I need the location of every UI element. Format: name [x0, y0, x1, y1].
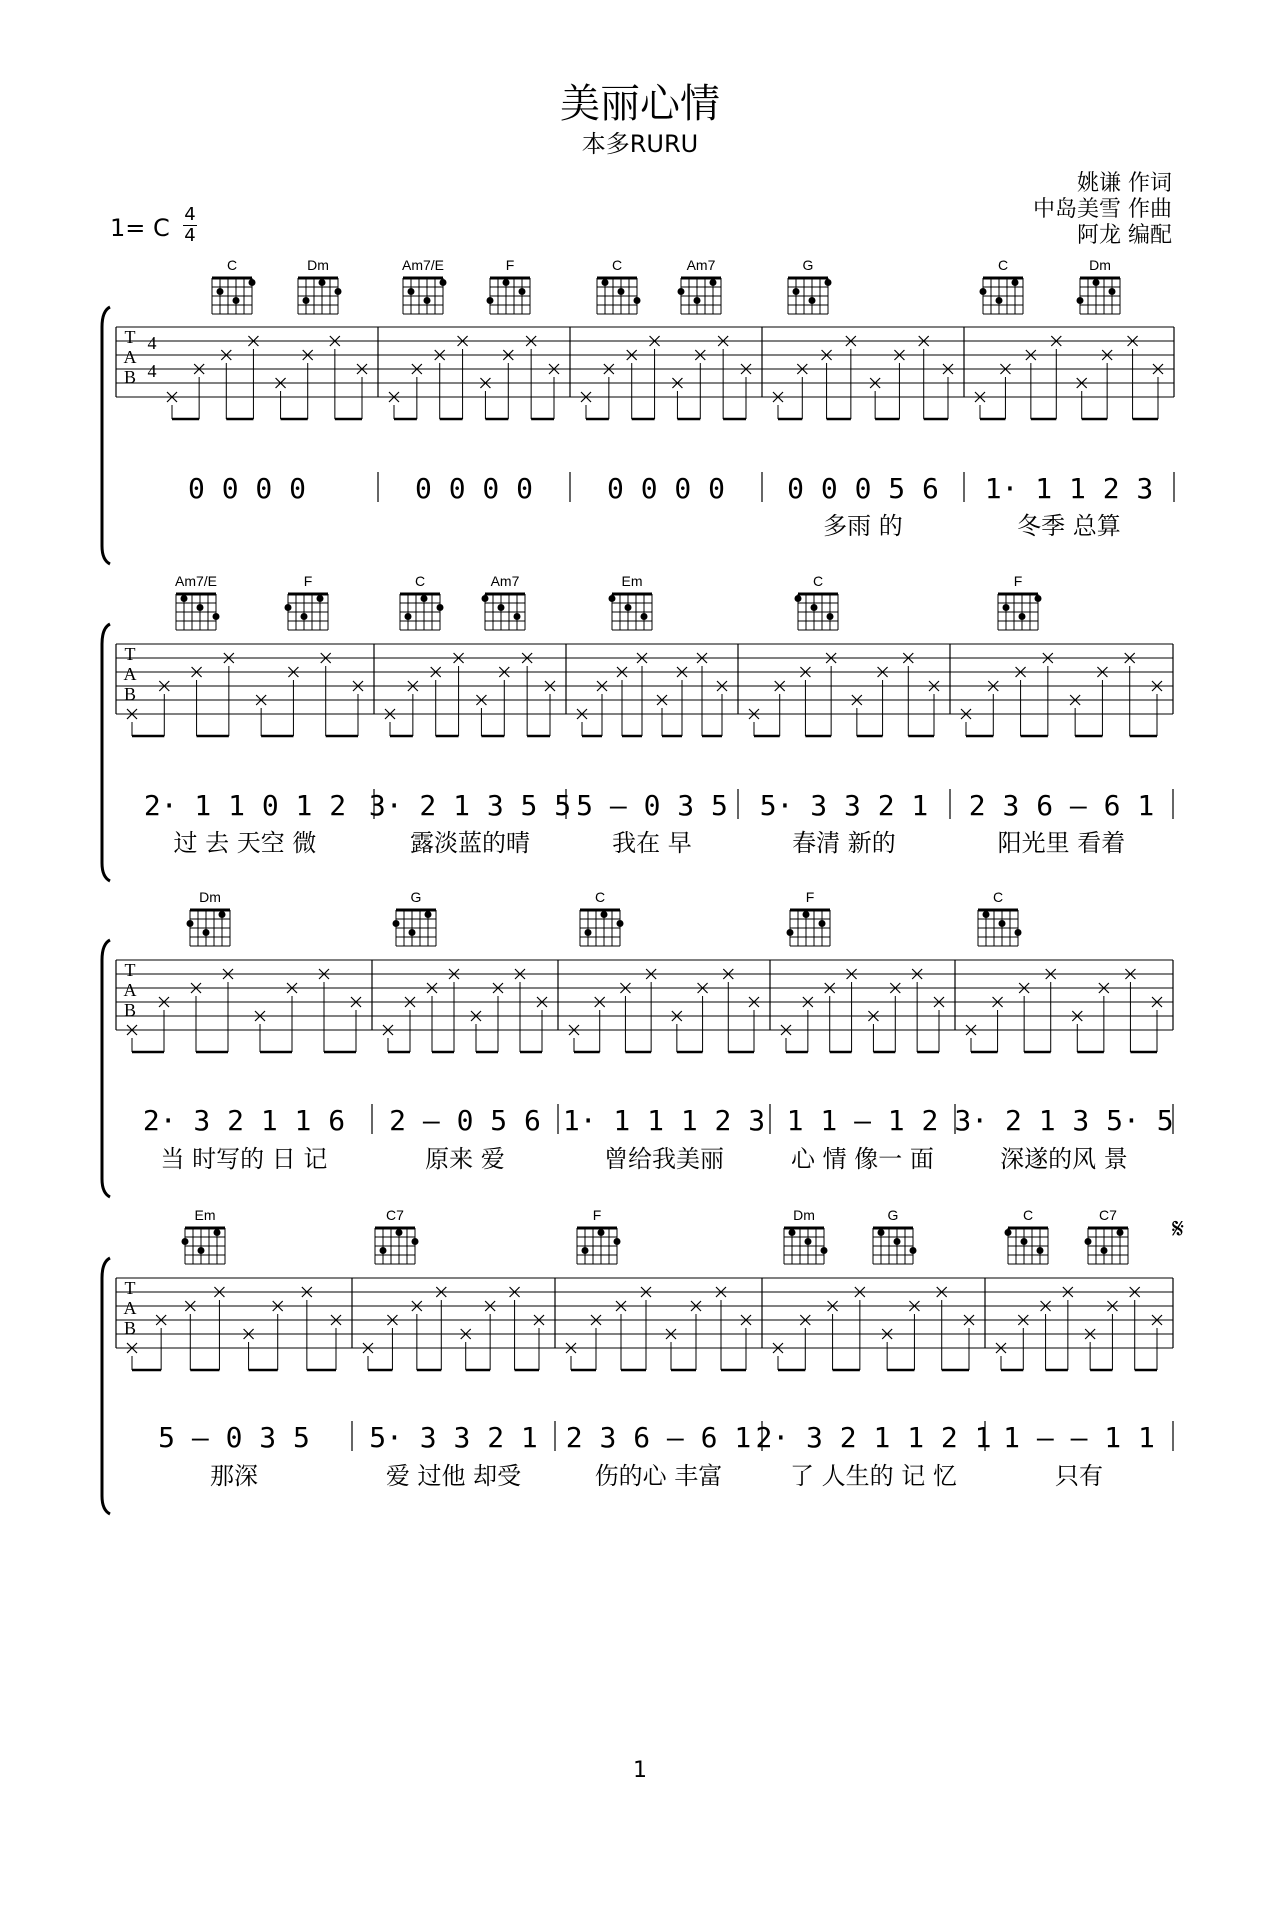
jianpu-measure: 1· 1 1 2 3	[984, 472, 1154, 505]
chord-name: F	[1013, 573, 1023, 589]
tab-time-bottom: 4	[147, 361, 157, 381]
chord-finger-dot	[1085, 1238, 1092, 1245]
chord-finger-dot	[1003, 604, 1010, 611]
key-signature: 1= C	[110, 214, 170, 242]
chord-name: F	[505, 257, 515, 273]
chord-name: Am7/E	[401, 257, 445, 273]
jianpu-measure: 3· 2 1 3 5 5	[368, 789, 572, 822]
chord-finger-dot	[614, 1238, 621, 1245]
chord-finger-dot	[197, 604, 204, 611]
chord-finger-dot	[641, 613, 648, 620]
chord-finger-dot	[214, 1229, 221, 1236]
chord-finger-dot	[249, 279, 256, 286]
chord-name: Dm	[199, 889, 221, 905]
chord-finger-dot	[182, 1238, 189, 1245]
chord-name: C7	[386, 1207, 404, 1223]
chord-finger-dot	[617, 920, 624, 927]
tab-clef-letter: T	[124, 644, 136, 664]
jianpu-measure: 0 0 0 0	[606, 472, 726, 505]
chord-finger-dot	[514, 613, 521, 620]
chord-finger-dot	[809, 297, 816, 304]
tab-clef-letter: B	[123, 367, 137, 387]
chord-finger-dot	[585, 929, 592, 936]
lyric-measure: 深遂的风 景	[1000, 1145, 1128, 1173]
tab-clef-letter: A	[123, 664, 137, 684]
chord-diagram	[795, 573, 839, 630]
chord-finger-dot	[618, 288, 625, 295]
chord-finger-dot	[1019, 613, 1026, 620]
chord-finger-dot	[609, 595, 616, 602]
chord-finger-dot	[503, 279, 510, 286]
chord-finger-dot	[598, 1229, 605, 1236]
tab-clef-letter: B	[123, 1318, 137, 1338]
lyric-measure: 阳光里 看着	[997, 829, 1126, 857]
chord-finger-dot	[793, 288, 800, 295]
tab-clef-letter: B	[123, 684, 137, 704]
chord-finger-dot	[787, 929, 794, 936]
chord-finger-dot	[821, 1247, 828, 1254]
time-signature-top: 4	[184, 204, 196, 225]
chord-diagram	[182, 1207, 226, 1264]
chord-finger-dot	[1101, 1247, 1108, 1254]
tab-system	[102, 573, 1173, 881]
chord-name: F	[592, 1207, 602, 1223]
jianpu-measure: 5 – 0 3 5	[576, 789, 728, 822]
chord-finger-dot	[1109, 288, 1116, 295]
jianpu-measure: 2 3 6 – 6 1	[968, 789, 1155, 822]
chord-finger-dot	[625, 604, 632, 611]
system-bracket	[102, 940, 110, 1197]
chord-name: C	[992, 889, 1004, 905]
chord-finger-dot	[1077, 297, 1084, 304]
chord-finger-dot	[894, 1238, 901, 1245]
jianpu-measure: 3· 2 1 3 5· 5	[954, 1104, 1174, 1137]
chord-diagram	[980, 257, 1024, 314]
chord-name: Em	[621, 573, 643, 589]
chord-finger-dot	[805, 1238, 812, 1245]
chord-name: Dm	[1089, 257, 1111, 273]
chord-diagram	[580, 889, 624, 946]
lyric-measure: 露淡蓝的晴	[410, 829, 530, 857]
chord-diagram	[609, 573, 653, 630]
chord-name: Dm	[793, 1207, 815, 1223]
chord-finger-dot	[380, 1247, 387, 1254]
chord-finger-dot	[285, 604, 292, 611]
chord-diagram	[212, 257, 256, 314]
chord-name: Em	[194, 1207, 216, 1223]
chord-finger-dot	[396, 1229, 403, 1236]
chord-name: C7	[1099, 1207, 1117, 1223]
tab-clef-letter: A	[123, 1298, 137, 1318]
jianpu-measure: 5· 3 3 2 1	[369, 1421, 538, 1454]
jianpu-measure: 2 – 0 5 6	[389, 1104, 541, 1137]
chord-diagram	[678, 257, 722, 314]
tab-clef-letter: T	[124, 960, 136, 980]
chord-finger-dot	[996, 297, 1003, 304]
segno-icon: 𝄋	[1171, 1212, 1185, 1245]
chord-finger-dot	[217, 288, 224, 295]
chord-diagram	[400, 573, 444, 630]
chord-finger-dot	[878, 1229, 885, 1236]
tab-system	[102, 257, 1174, 564]
lyric-measure: 原来 爱	[425, 1145, 505, 1173]
system-bracket	[102, 624, 110, 881]
chord-finger-dot	[827, 613, 834, 620]
chord-finger-dot	[803, 911, 810, 918]
chord-diagram	[298, 257, 342, 314]
artist-name: 本多RURU	[581, 130, 699, 158]
chord-diagram	[998, 573, 1042, 630]
jianpu-measure: 5 – 0 3 5	[158, 1421, 310, 1454]
system-bracket	[102, 307, 110, 564]
chord-diagram	[482, 573, 526, 630]
chord-finger-dot	[487, 297, 494, 304]
chord-finger-dot	[910, 1247, 917, 1254]
chord-finger-dot	[678, 288, 685, 295]
chord-diagram	[375, 1207, 419, 1264]
chord-finger-dot	[301, 613, 308, 620]
chord-diagram	[1005, 1207, 1049, 1264]
chord-name: G	[410, 889, 422, 905]
chord-finger-dot	[1117, 1229, 1124, 1236]
lyric-measure: 只有	[1055, 1462, 1103, 1490]
tab-clef-letter: T	[124, 327, 136, 347]
chord-finger-dot	[335, 288, 342, 295]
chord-finger-dot	[519, 288, 526, 295]
composer-credit: 中岛美雪 作曲	[1033, 197, 1172, 222]
chord-finger-dot	[710, 279, 717, 286]
chord-finger-dot	[694, 297, 701, 304]
chord-finger-dot	[181, 595, 188, 602]
lyricist-credit: 姚谦 作词	[1077, 171, 1172, 196]
jianpu-measure: 1 – – 1 1	[1003, 1421, 1155, 1454]
arranger-credit: 阿龙 编配	[1077, 223, 1172, 248]
chord-diagram	[577, 1207, 621, 1264]
chord-name: G	[802, 257, 814, 273]
jianpu-measure: 2 3 6 – 6 1	[565, 1421, 752, 1454]
chord-diagram	[784, 1207, 828, 1264]
chord-diagram	[402, 257, 447, 314]
page-number: 1	[633, 1758, 647, 1783]
chord-finger-dot	[634, 297, 641, 304]
chord-name: Am7/E	[174, 573, 218, 589]
lyric-measure: 曾给我美丽	[604, 1145, 724, 1173]
chord-finger-dot	[811, 604, 818, 611]
chord-finger-dot	[319, 279, 326, 286]
chord-finger-dot	[482, 595, 489, 602]
jianpu-measure: 0 0 0 5 6	[787, 472, 939, 505]
tab-system	[102, 1207, 1173, 1514]
chord-finger-dot	[1005, 1229, 1012, 1236]
chord-diagram	[1077, 257, 1121, 314]
chord-name: F	[303, 573, 313, 589]
tab-clef-letter: T	[124, 1278, 136, 1298]
chord-finger-dot	[437, 604, 444, 611]
chord-diagram	[393, 889, 437, 946]
jianpu-measure: 5· 3 3 2 1	[759, 789, 929, 822]
chord-finger-dot	[825, 279, 832, 286]
jianpu-measure: 1· 1 1 1 2 3	[562, 1104, 766, 1137]
tab-clef-letter: A	[123, 347, 137, 367]
chord-finger-dot	[819, 920, 826, 927]
chord-name: Dm	[307, 257, 329, 273]
chord-finger-dot	[409, 929, 416, 936]
chord-diagram	[788, 257, 832, 314]
chord-finger-dot	[198, 1247, 205, 1254]
chord-diagram	[873, 1207, 917, 1264]
chord-finger-dot	[393, 920, 400, 927]
chord-finger-dot	[983, 911, 990, 918]
jianpu-measure: 0 0 0 0	[187, 472, 307, 505]
chord-finger-dot	[219, 911, 226, 918]
tab-system	[102, 889, 1174, 1197]
lyric-measure: 我在 早	[612, 829, 692, 857]
chord-finger-dot	[303, 297, 310, 304]
chord-finger-dot	[440, 279, 447, 286]
chord-finger-dot	[412, 1238, 419, 1245]
lyric-measure: 那深	[210, 1462, 258, 1490]
chord-finger-dot	[405, 613, 412, 620]
chord-name: Am7	[490, 573, 520, 589]
chord-diagram	[787, 889, 831, 946]
jianpu-measure: 1 1 – 1 2	[786, 1104, 939, 1137]
lyric-measure: 爱 过他 却受	[385, 1462, 522, 1490]
chord-finger-dot	[1035, 595, 1042, 602]
chord-finger-dot	[203, 929, 210, 936]
chord-finger-dot	[582, 1247, 589, 1254]
chord-finger-dot	[317, 595, 324, 602]
chord-finger-dot	[795, 595, 802, 602]
chord-finger-dot	[498, 604, 505, 611]
chord-finger-dot	[1093, 279, 1100, 286]
lyric-measure: 冬季 总算	[1017, 512, 1121, 540]
chord-name: C	[1022, 1207, 1034, 1223]
chord-name: C	[226, 257, 238, 273]
chord-finger-dot	[408, 288, 415, 295]
chord-diagram	[597, 257, 641, 314]
jianpu-measure: 2· 3 2 1 1 2 1	[755, 1421, 992, 1454]
chord-finger-dot	[789, 1229, 796, 1236]
chord-diagram	[285, 573, 329, 630]
chord-finger-dot	[213, 613, 220, 620]
lyric-measure: 当 时写的 日 记	[160, 1145, 328, 1173]
chord-name: C	[812, 573, 824, 589]
tab-clef-letter: B	[123, 1000, 137, 1020]
chord-name: G	[887, 1207, 899, 1223]
chord-finger-dot	[424, 297, 431, 304]
chord-name: C	[594, 889, 606, 905]
chord-finger-dot	[999, 920, 1006, 927]
chord-name: Am7	[686, 257, 716, 273]
tab-clef-letter: A	[123, 980, 137, 1000]
lyric-measure: 过 去 天空 微	[173, 829, 317, 857]
jianpu-measure: 2· 3 2 1 1 6	[142, 1104, 346, 1137]
chord-finger-dot	[1037, 1247, 1044, 1254]
lyric-measure: 伤的心 丰富	[594, 1462, 723, 1490]
chord-finger-dot	[602, 279, 609, 286]
chord-name: F	[805, 889, 815, 905]
lyric-measure: 春清 新的	[792, 829, 896, 857]
chord-name: C	[611, 257, 623, 273]
chord-diagram	[978, 889, 1022, 946]
chord-finger-dot	[1012, 279, 1019, 286]
chord-finger-dot	[187, 920, 194, 927]
chord-diagram	[175, 573, 220, 630]
system-bracket	[102, 1258, 110, 1514]
chord-finger-dot	[1015, 929, 1022, 936]
chord-finger-dot	[233, 297, 240, 304]
lyric-measure: 心 情 像一 面	[791, 1145, 934, 1173]
tab-time-top: 4	[147, 333, 157, 353]
song-title: 美丽心情	[560, 81, 720, 127]
lyric-measure: 了 人生的 记 忆	[790, 1462, 957, 1490]
jianpu-measure: 0 0 0 0	[414, 472, 534, 505]
chord-finger-dot	[601, 911, 608, 918]
jianpu-measure: 2· 1 1 0 1 2	[143, 789, 347, 822]
chord-diagram	[1085, 1207, 1129, 1264]
chord-finger-dot	[425, 911, 432, 918]
chord-name: C	[997, 257, 1009, 273]
chord-diagram	[487, 257, 531, 314]
chord-finger-dot	[1021, 1238, 1028, 1245]
time-signature-bottom: 4	[184, 225, 196, 246]
chord-diagram	[187, 889, 231, 946]
chord-finger-dot	[980, 288, 987, 295]
lyric-measure: 多雨 的	[823, 512, 903, 540]
chord-finger-dot	[421, 595, 428, 602]
chord-name: C	[414, 573, 426, 589]
